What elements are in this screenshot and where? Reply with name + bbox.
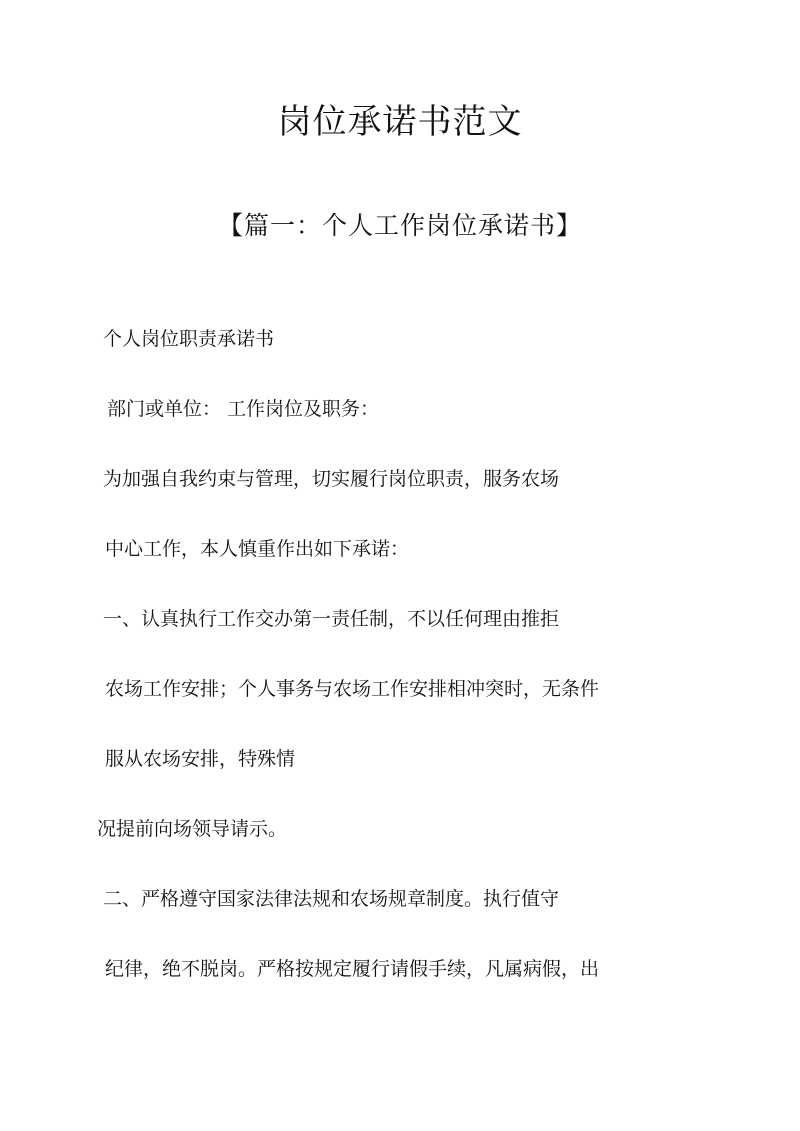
document-subtitle: 【篇一：个人工作岗位承诺书】 xyxy=(217,211,582,240)
body-line: 二、严格遵守国家法律法规和农场规章制度。执行值守 xyxy=(103,888,560,910)
body-line: 为加强自我约束与管理，切实履行岗位职责，服务农场 xyxy=(103,468,560,490)
body-line-heading: 个人岗位职责承诺书 xyxy=(103,328,275,350)
body-line: 况提前向场领导请示。 xyxy=(97,818,288,840)
body-line: 服从农场安排，特殊情 xyxy=(105,748,296,770)
body-line: 中心工作，本人慎重作出如下承诺： xyxy=(105,538,410,560)
document-title: 岗位承诺书范文 xyxy=(277,102,523,142)
body-line: 农场工作安排；个人事务与农场工作安排相冲突时，无条件 xyxy=(105,678,600,700)
body-line: 一、认真执行工作交办第一责任制，不以任何理由推拒 xyxy=(103,608,560,630)
body-line-department: 部门或单位： 工作岗位及职务： xyxy=(107,398,380,420)
body-line: 纪律，绝不脱岗。严格按规定履行请假手续，凡属病假，出 xyxy=(105,958,600,980)
